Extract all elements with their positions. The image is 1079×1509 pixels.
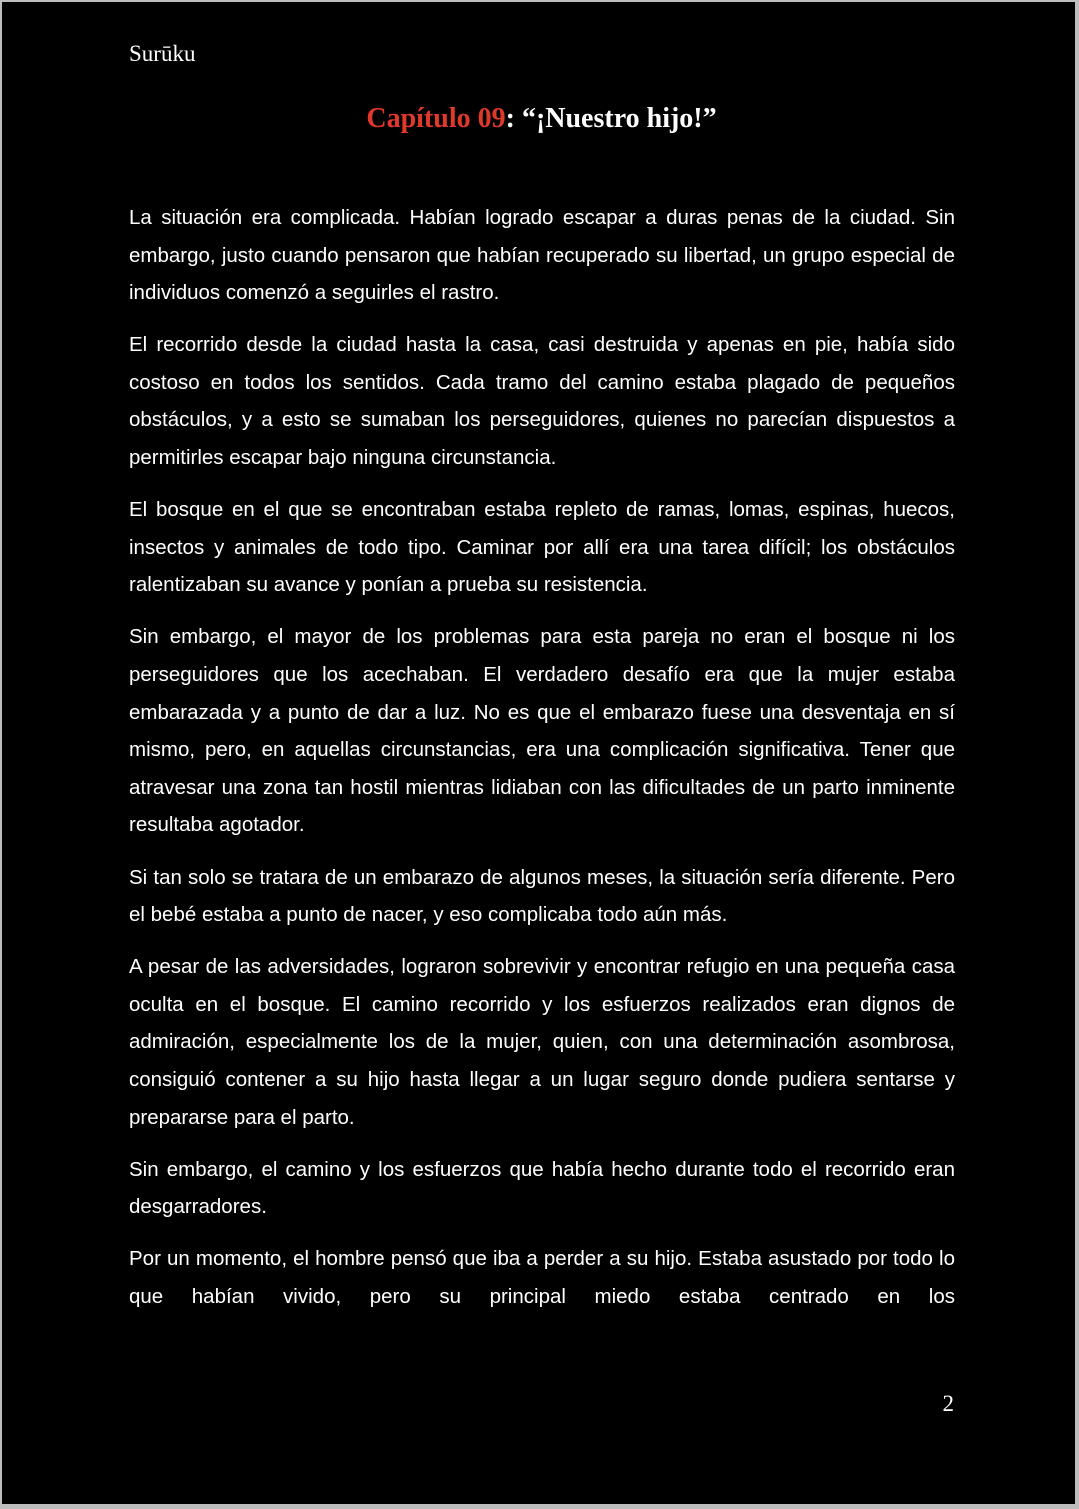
chapter-title [2,102,1075,136]
paragraph: El bosque en el que se encontraban estaba repleto de ramas, lomas, espinas, huecos, insectos y animales de todo tipo. Caminar por allí era una tarea difícil; los obstáculos ralentizaban su avance y ponían a prueba su resistencia. [129,498,955,597]
page-number: 2 [942,1391,954,1416]
chapter-number-label: Capítulo 09 [366,103,506,134]
paragraph: Si tan solo se tratara de un embarazo de algunos meses, la situación sería diferente. Pero el bebé estaba a punto de nacer, y eso complicaba todo aún más. [129,865,955,927]
paragraph: Sin embargo, el mayor de los problemas para esta pareja no eran el bosque ni los perseguidores que los acechaban. El verdadero desafío era que la mujer estaba embarazada y a punto de dar a luz. No es que el embarazo fuese una desventaja en sí mismo, pero, en aquellas circunstancias, era una complicación significativa. Tener que atravesar una zona tan hostil mientras lidiaban con las dificultades de un parto inminente resultaba agotador. [129,625,955,837]
chapter-title-separator: : [505,103,522,134]
running-header-author: Surūku [129,41,196,66]
document-page [2,2,1075,1504]
paragraph: Sin embargo, el camino y los esfuerzos que había hecho durante todo el recorrido eran desgarradores. [129,1157,955,1219]
chapter-body [129,199,955,1330]
paragraph: A pesar de las adversidades, lograron sobrevivir y encontrar refugio en una pequeña casa oculta en el bosque. El camino recorrido y los esfuerzos realizados eran dignos de admiración, especialmente los de la mujer, quien, con una determinación asombrosa, consiguió contener a su hijo hasta llegar a un lugar seguro donde pudiera sentarse y prepararse para el parto. [129,955,955,1129]
paragraph: El recorrido desde la ciudad hasta la casa, casi destruida y apenas en pie, había sido costoso en todos los sentidos. Cada tramo del camino estaba plagado de pequeños obstáculos, y a esto se sumaban los perseguidores, quienes no parecían dispuestos a permitirles escapar bajo ninguna circunstancia. [129,333,955,470]
paragraph-continued: Por un momento, el hombre pensó que iba a perder a su hijo. Estaba asustado por todo lo que habían vivido, pero su principal miedo estaba centrado en los [129,1247,955,1308]
paragraph: La situación era complicada. Habían logrado escapar a duras penas de la ciudad. Sin embargo, justo cuando pensaron que habían recuperado su libertad, un grupo especial de individuos comenzó a seguirles el rastro. [129,206,955,305]
chapter-name: “¡Nuestro hijo!” [521,103,717,134]
